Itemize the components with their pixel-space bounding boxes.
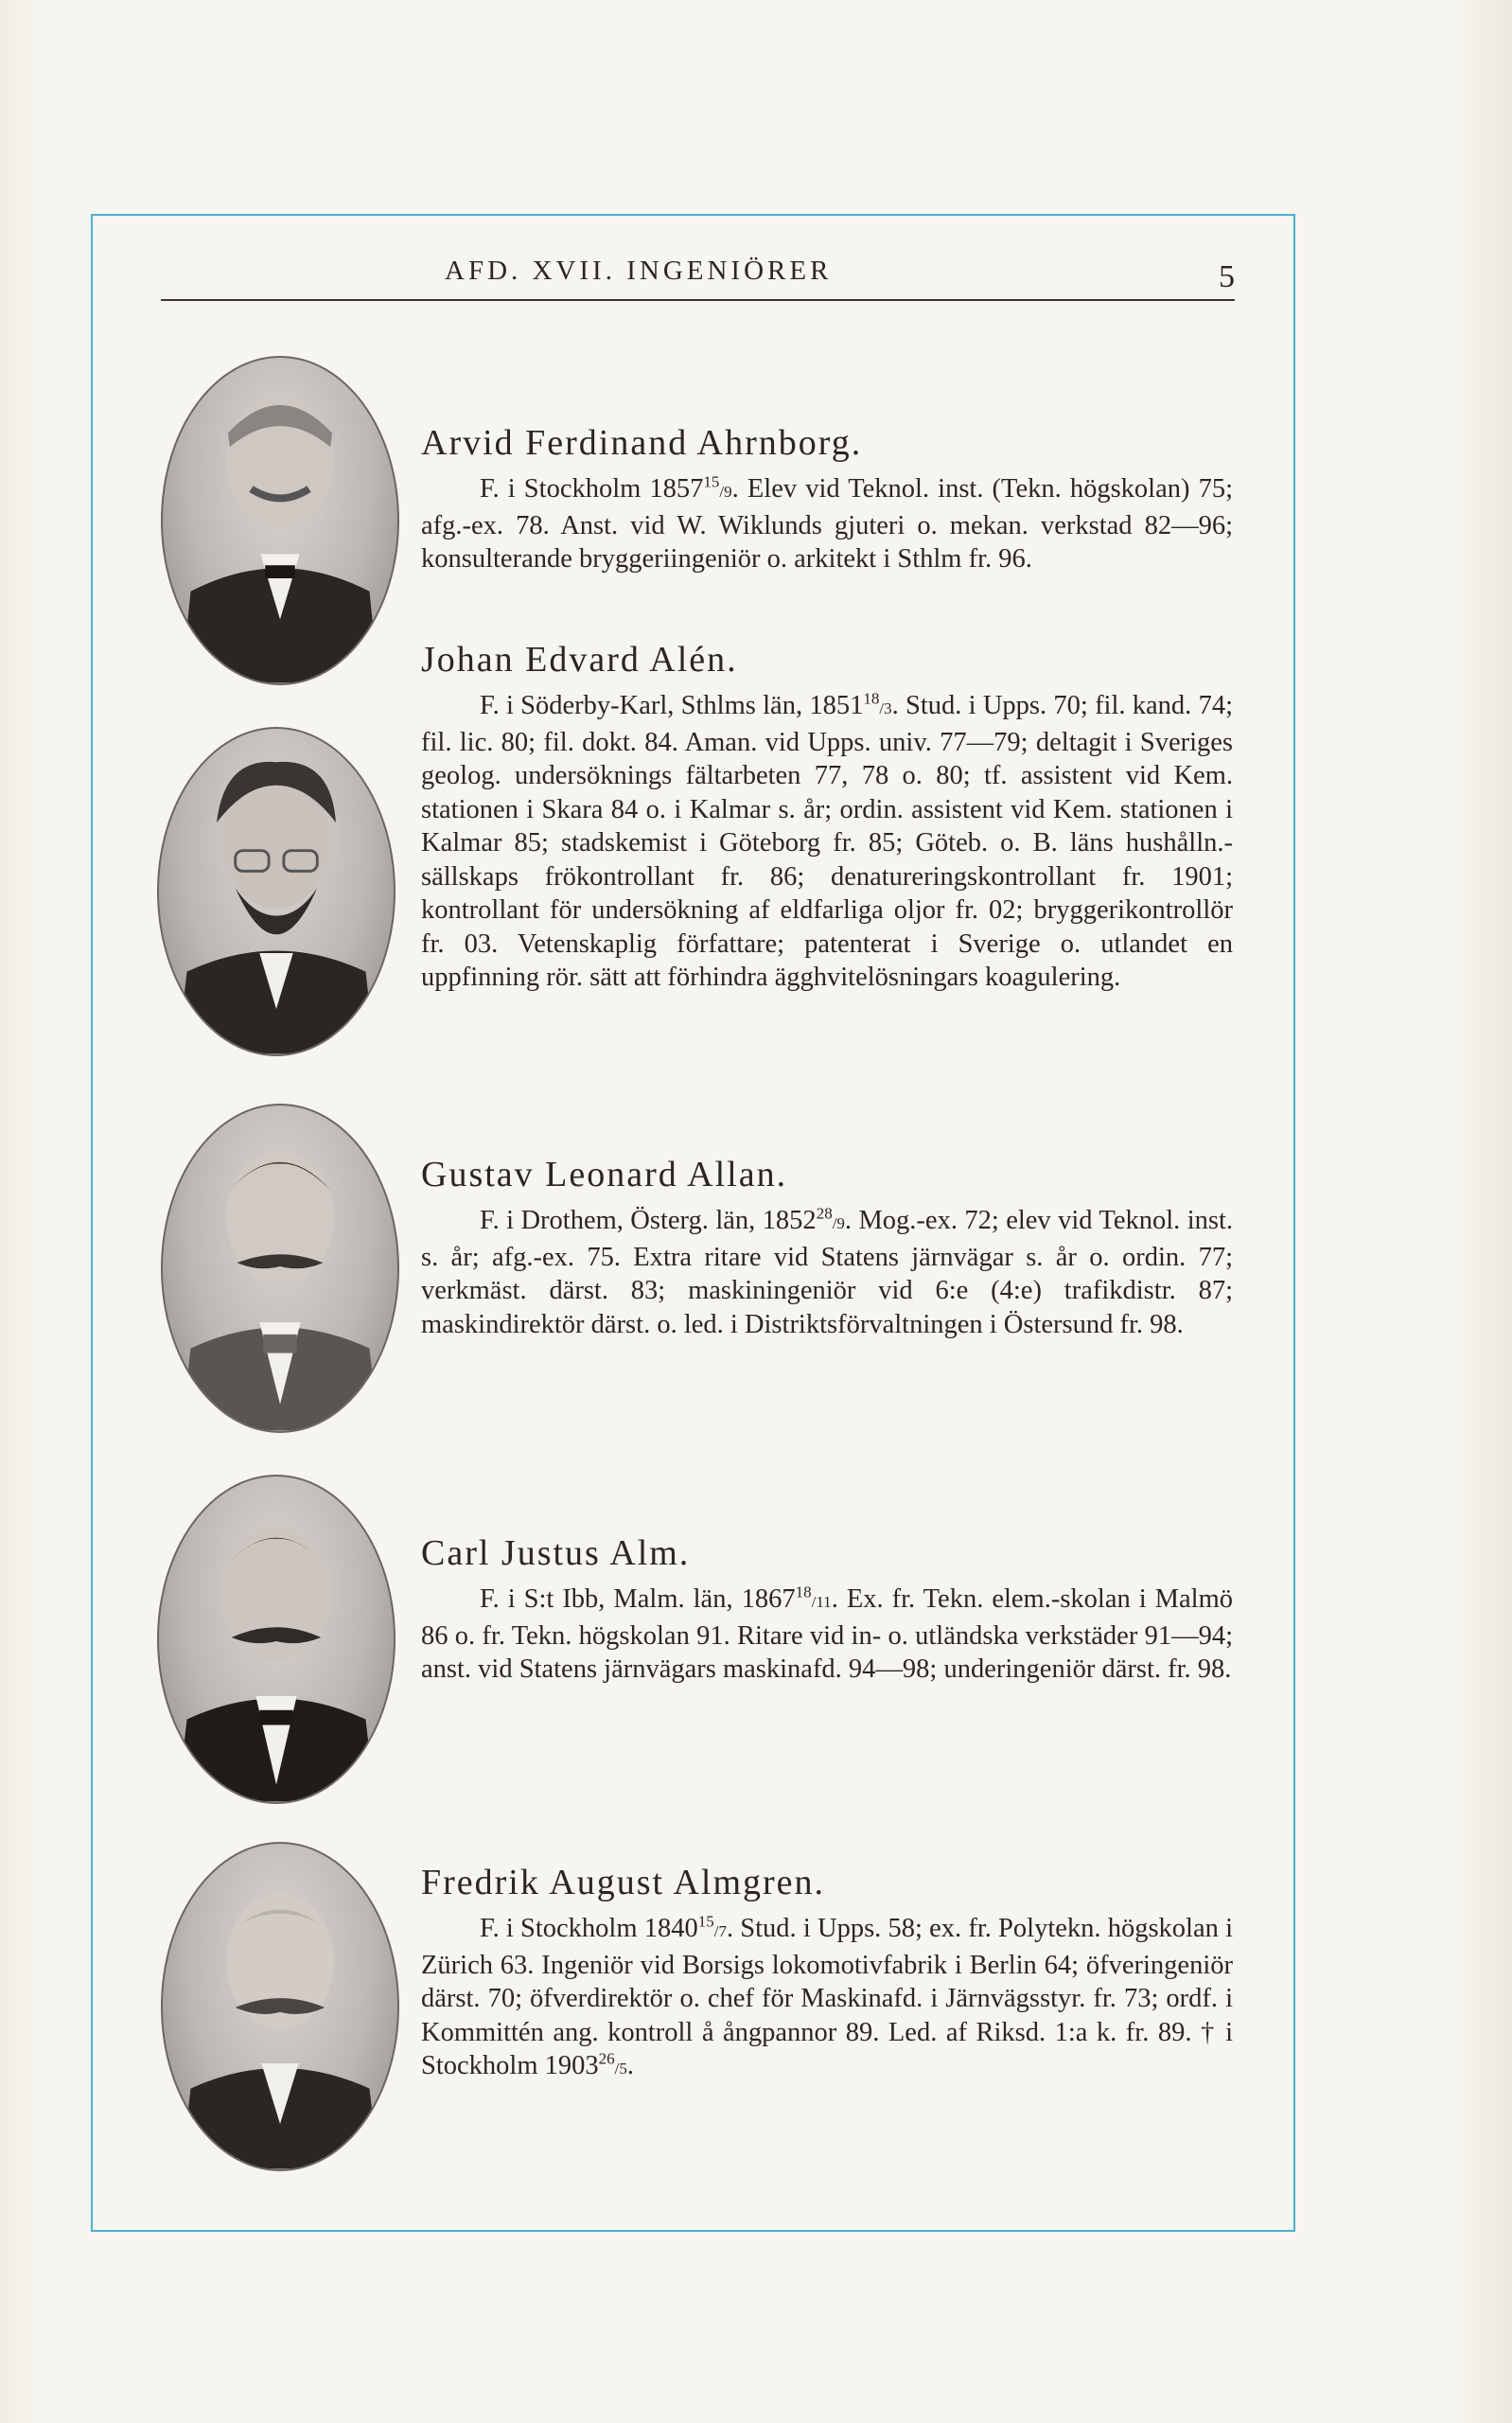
biography: F. i Stockholm 1857$^{15}$/9. Elev vid Teknol. inst. (Tekn. högskolan) 75; afg.-ex. 78. Anst. vid W. Wiklunds gjuteri o. mekan. verkstad 82—96; konsulterande bryggeriingeniör o. arkitekt i Sthlm fr. 96. bbox=[421, 472, 1234, 574]
entry-almgren bbox=[421, 1861, 1233, 2086]
running-header bbox=[161, 256, 1235, 301]
page-number: 5 bbox=[1219, 259, 1235, 294]
portrait-almgren bbox=[161, 1842, 399, 2171]
portrait-alen bbox=[157, 727, 396, 1056]
person-name: Johan Edvard Alén. bbox=[421, 640, 738, 680]
biography: F. i Drothem, Österg. län, 1852$^{28}$/9. Mog.-ex. 72; elev vid Teknol. inst. s. år; afg.-ex. 75. Extra ritare vid Statens järnvägar s. år o. ordin. 77; verkmäst. därst. 83; maskiningeniör vid 6:e (4:e) trafikdistr. 87; maskindirektör därst. o. led. i Distriktsförvaltningen i Östersund fr. 98. bbox=[421, 1204, 1233, 1339]
person-name: Arvid Ferdinand Ahrnborg. bbox=[421, 423, 863, 463]
entry-alen bbox=[421, 638, 1233, 995]
biography: F. i S:t Ibb, Malm. län, 1867$^{18}$/11. Ex. fr. Tekn. elem.-skolan i Malmö 86 o. fr. Tekn. högskolan 91. Ritare vid in- o. utländska verkstäder 91—94; anst. vid Statens järnvägars maskinafd. 94—98; underingeniör därst. fr. 98. bbox=[421, 1583, 1233, 1684]
entry-alm bbox=[421, 1531, 1233, 1687]
person-name: Fredrik August Almgren. bbox=[421, 1863, 826, 1902]
biography: F. i Söderby-Karl, Sthlms län, 1851$^{18}$/3. Stud. i Upps. 70; fil. kand. 74; fil. lic. 80; fil. dokt. 84. Aman. vid Upps. univ. 77—79; deltagit i Sveriges geolog. undersöknings fältarbeten 77, 78 o. 80; tf. assistent vid Kem. stationen i Skara 84 o. i Kalmar s. år; ordin. assistent vid Kem. stationen i Kalmar 85; stadskemist i Göteborg fr. 85; Göteb. o. B. läns hushålln.-sällskaps frökontrollant fr. 86; denatureringskontrollant fr. 1901; kontrollant för undersökning af eldfarliga oljor fr. 02; bryggerikontrollör fr. 03. Vetenskaplig författare; patenterat i Sverige o. utlandet en uppfinning rör. sätt att förhindra ägghvitelösningars koagulering. bbox=[421, 689, 1233, 992]
entry-allan bbox=[421, 1153, 1233, 1341]
biography: F. i Stockholm 1840$^{15}$/7. Stud. i Upps. 58; ex. fr. Polytekn. högskolan i Zürich 63. Ingeniör vid Borsigs lokomotivfabrik i Berlin 64; öfveringeniör därst. 70; öfverdirektör o. chef för Maskinafd. i Järnvägsstyr. fr. 73; ordf. i Kommittén ang. kontroll å ångpannor 89. Led. af Riksd. 1:a k. fr. 89. † i Stockholm 1903$^{26}$/5. bbox=[421, 1912, 1233, 2080]
section-title: AFD. XVII. INGENIÖRER bbox=[445, 256, 833, 286]
portrait-ahrnborg bbox=[161, 356, 399, 685]
entry-ahrnborg bbox=[421, 421, 1233, 576]
person-name: Gustav Leonard Allan. bbox=[421, 1155, 788, 1194]
portrait-allan bbox=[161, 1104, 399, 1433]
person-name: Carl Justus Alm. bbox=[421, 1533, 691, 1573]
portrait-alm bbox=[157, 1475, 396, 1804]
